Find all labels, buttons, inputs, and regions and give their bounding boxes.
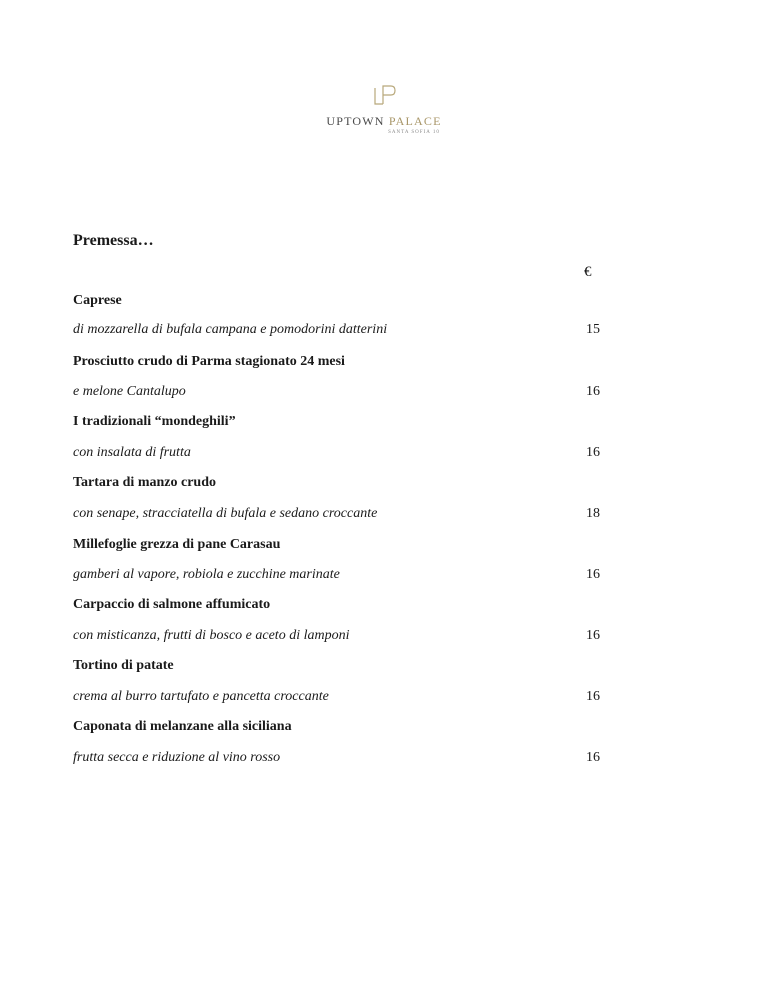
dish-price: 16	[586, 445, 600, 460]
logo-brand	[0, 114, 768, 129]
dish-description: con senape, stracciatella di bufala e sedano croccante	[73, 506, 378, 521]
dish-name: Prosciutto crudo di Parma stagionato 24 mesi	[73, 354, 345, 369]
logo	[0, 84, 768, 135]
dish-description: con misticanza, frutti di bosco e aceto di lamponi	[73, 628, 350, 643]
dish-price: 15	[586, 322, 600, 337]
dish-price: 16	[586, 567, 600, 582]
dish-description: con insalata di frutta	[73, 445, 191, 460]
dish-name: I tradizionali “mondeghili”	[73, 414, 236, 429]
dish-name: Caponata di melanzane alla siciliana	[73, 719, 292, 734]
dish-price: 16	[586, 750, 600, 765]
dish-price: 16	[586, 628, 600, 643]
dish-description: di mozzarella di bufala campana e pomodorini datterini	[73, 322, 388, 337]
up-monogram-icon	[369, 84, 399, 110]
dish-description: e melone Cantalupo	[73, 384, 186, 399]
menu-heading: Premessa…	[73, 232, 154, 249]
logo-brand-main: UPTOWN	[326, 114, 385, 128]
dish-description: gamberi al vapore, robiola e zucchine marinate	[73, 567, 340, 582]
dish-name: Carpaccio di salmone affumicato	[73, 597, 271, 612]
dish-price: 18	[586, 506, 600, 521]
dish-name: Millefoglie grezza di pane Carasau	[73, 537, 281, 552]
dish-name: Tortino di patate	[73, 658, 174, 673]
dish-price: 16	[586, 384, 600, 399]
logo-subtitle: SANTA SOFIA 10	[388, 130, 440, 135]
dish-name: Tartara di manzo crudo	[73, 475, 216, 490]
dish-name: Caprese	[73, 293, 122, 308]
dish-price: 16	[586, 689, 600, 704]
dish-description: crema al burro tartufato e pancetta croccante	[73, 689, 329, 704]
dish-description: frutta secca e riduzione al vino rosso	[73, 750, 281, 765]
logo-brand-accent: PALACE	[388, 114, 442, 128]
currency-symbol: €	[584, 264, 592, 280]
